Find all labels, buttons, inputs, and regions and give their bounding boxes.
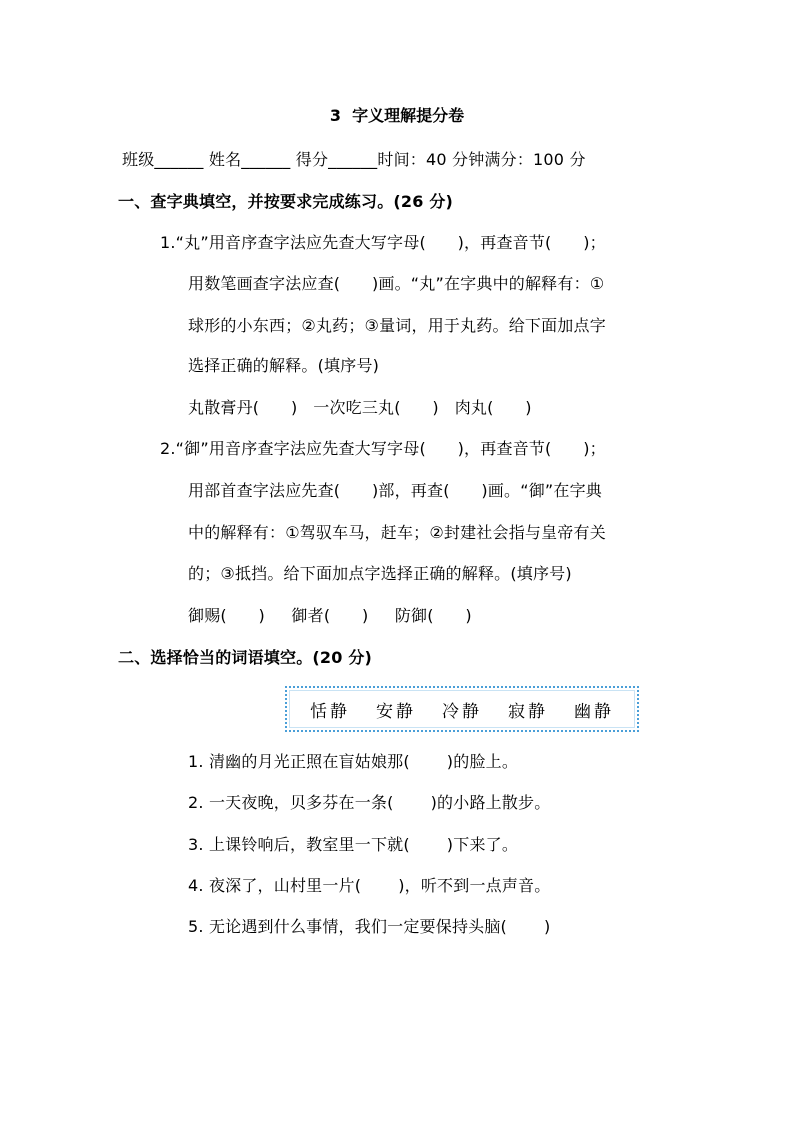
q2-line1: 2.“御”用音序查字法应先查大写字母( )，再查音节( )； (160, 439, 606, 458)
word-bank-item: 冷静 (442, 701, 482, 722)
page-title: 3 字义理解提分卷 (329, 106, 465, 125)
fill-item-3: 3. 上课铃响后，教室里一下就( )下来了。 (188, 835, 519, 854)
q1-line3: 球形的小东西；②丸药；③量词，用于丸药。给下面加点字 (188, 316, 606, 335)
word-bank-item: 安静 (376, 701, 416, 722)
q2-line4: 的；③抵挡。给下面加点字选择正确的解释。(填序号) (188, 564, 572, 583)
q2-line3: 中的解释有：①驾驭车马，赶车；②封建社会指与皇帝有关 (188, 523, 606, 542)
fill-item-4: 4. 夜深了，山村里一片( )，听不到一点声音。 (188, 876, 551, 895)
fill-item-1: 1. 清幽的月光正照在盲姑娘那( )的脸上。 (188, 752, 519, 771)
fill-item-2: 2. 一天夜晚，贝多芬在一条( )的小路上散步。 (188, 793, 551, 812)
word-bank-item: 幽静 (574, 701, 614, 722)
q2-line2: 用部首查字法应先查( )部，再查( )画。“御”在字典 (188, 481, 602, 500)
word-bank-item: 恬静 (310, 701, 350, 722)
q1-line5: 丸散膏丹( ) 一次吃三丸( ) 肉丸( ) (188, 398, 532, 417)
q1-line1: 1.“丸”用音序查字法应先查大写字母( )，再查音节( )； (160, 233, 606, 252)
q1-line2: 用数笔画查字法应查( )画。“丸”在字典中的解释有：① (188, 274, 605, 293)
q1-line4: 选择正确的解释。(填序号) (188, 356, 380, 375)
word-bank-item: 寂静 (508, 701, 548, 722)
info-line: 班级______ 姓名______ 得分______时间：40 分钟满分：100 分 (122, 150, 586, 169)
section2-heading: 二、选择恰当的词语填空。(20 分) (118, 648, 373, 667)
q2-line5: 御赐( ) 御者( ) 防御( ) (188, 606, 472, 625)
word-bank-box (285, 686, 639, 732)
section1-heading: 一、查字典填空，并按要求完成练习。(26 分) (118, 192, 454, 211)
fill-item-5: 5. 无论遇到什么事情，我们一定要保持头脑( ) (188, 917, 551, 936)
